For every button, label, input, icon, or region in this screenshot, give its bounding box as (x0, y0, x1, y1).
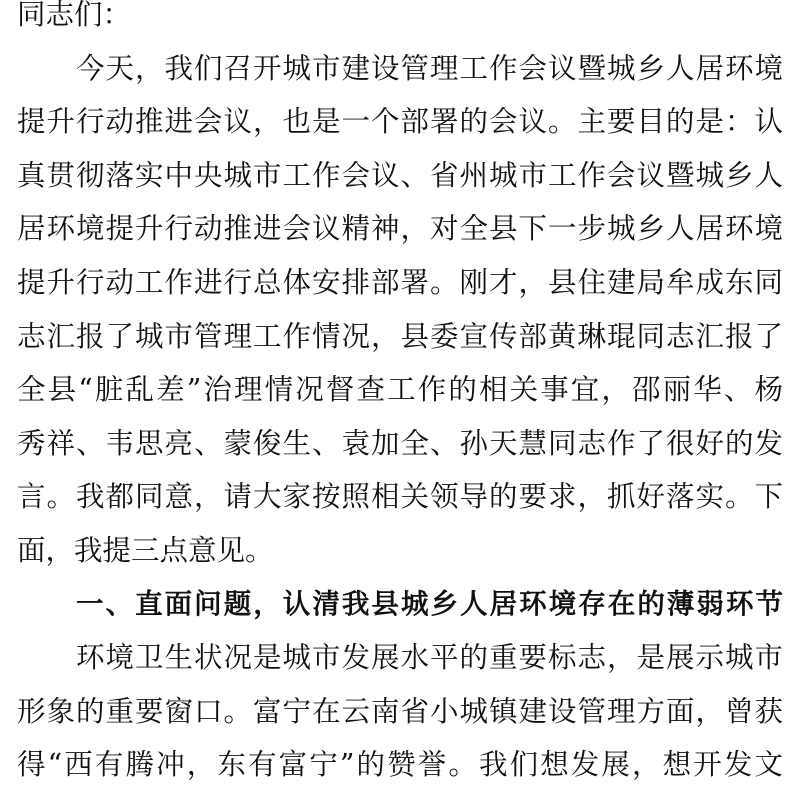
paragraph-line: 面，我提三点意见。 (17, 533, 274, 567)
paragraph-line: 提升行动工作进行总体安排部署。刚才，县住建局牟成东同 (17, 265, 783, 299)
paragraph-line: 得“西有腾冲，东有富宁”的赞誉。我们想发展，想开发文 (17, 748, 783, 782)
paragraph-line: 全县“脏乱差”治理情况督查工作的相关事宜，邵丽华、杨 (17, 373, 783, 407)
paragraph-line: 形象的重要窗口。富宁在云南省小城镇建设管理方面，曾获 (17, 694, 783, 728)
paragraph-line: 秀祥、韦思亮、蒙俊生、袁加全、孙天慧同志作了很好的发 (17, 426, 783, 460)
salutation: 同志们： (17, 0, 132, 31)
paragraph-line: 志汇报了城市管理工作情况，县委宣传部黄琳琨同志汇报了 (17, 319, 783, 353)
document-page (17, 0, 783, 792)
paragraph-line: 真贯彻落实中央城市工作会议、省州城市工作会议暨城乡人 (17, 158, 783, 192)
paragraph-line: 环境卫生状况是城市发展水平的重要标志，是展示城市 (76, 641, 783, 675)
paragraph-line: 提升行动推进会议，也是一个部署的会议。主要目的是：认 (17, 105, 783, 139)
paragraph-line: 今天，我们召开城市建设管理工作会议暨城乡人居环境 (76, 51, 783, 85)
paragraph-line: 居环境提升行动推进会议精神，对全县下一步城乡人居环境 (17, 212, 783, 246)
paragraph-line: 言。我都同意，请大家按照相关领导的要求，抓好落实。下 (17, 480, 783, 514)
section-heading: 一、直面问题，认清我县城乡人居环境存在的薄弱环节 (76, 587, 783, 620)
